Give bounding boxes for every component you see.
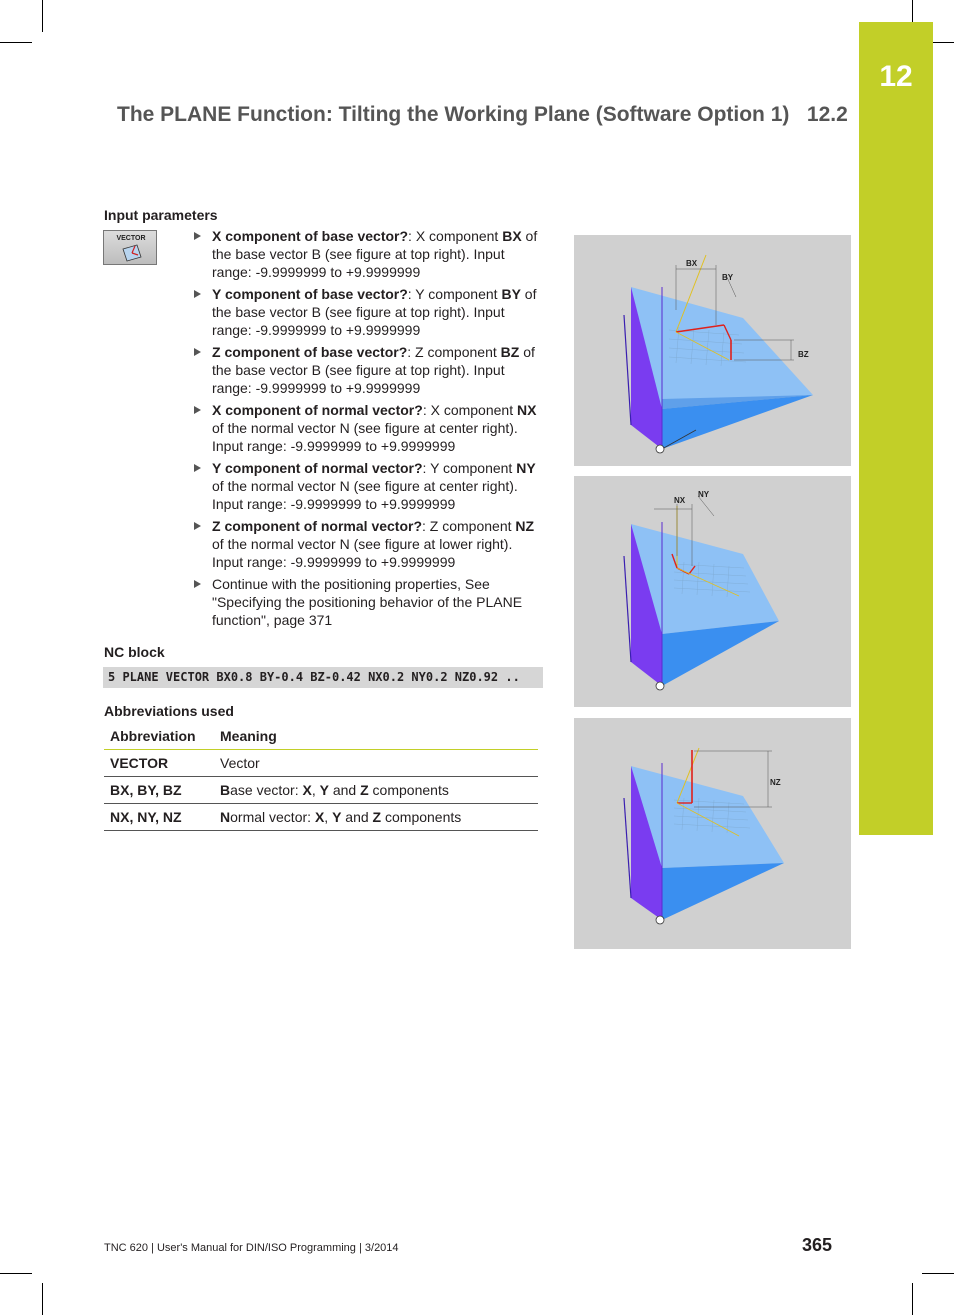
list-item — [194, 285, 546, 339]
parameter-text: : Y component — [407, 286, 502, 302]
table-row — [104, 777, 538, 804]
footer-text: TNC 620 | User's Manual for DIN/ISO Programming | 3/2014 — [104, 1242, 399, 1254]
parameter-text: of the base vector B (see figure at top right). Input range: -9.9999999 to +9.9999999 — [212, 286, 537, 338]
column-header: Meaning — [214, 725, 538, 750]
meaning-bold: Y — [332, 809, 342, 825]
meaning-cell — [214, 804, 538, 831]
figure-illustration — [574, 476, 851, 707]
parameter-text: : Z component — [407, 344, 501, 360]
parameter-prompt: X component of normal vector? — [212, 402, 423, 418]
meaning-cell: Vector — [214, 750, 538, 777]
figure-normal-vector-lower — [574, 718, 851, 949]
parameter-prompt: X component of base vector? — [212, 228, 409, 244]
triangle-bullet-icon — [194, 232, 201, 240]
parameter-text: of the base vector B (see figure at top right). Input range: -9.9999999 to +9.9999999 — [212, 228, 538, 280]
crop-mark — [912, 1283, 913, 1315]
meaning-bold: Z — [372, 809, 382, 825]
softkey-label: VECTOR — [116, 235, 146, 242]
list-item — [194, 227, 546, 281]
parameter-code: NY — [516, 460, 536, 476]
meaning-bold: N — [220, 809, 231, 825]
table-header-row — [104, 725, 538, 750]
column-header: Abbreviation — [104, 725, 214, 750]
parameter-prompt: Z component of normal vector? — [212, 518, 423, 534]
meaning-text: ase vector: — [230, 782, 303, 798]
meaning-text: and — [341, 809, 373, 825]
continue-text: Continue with the positioning properties, See "Specifying the positioning behavior of the PLANE function", page 371 — [212, 576, 523, 628]
meaning-bold: X — [302, 782, 312, 798]
table-row — [104, 804, 538, 831]
plane-vector-icon — [121, 243, 143, 263]
triangle-bullet-icon — [194, 406, 201, 414]
parameter-list — [194, 227, 546, 633]
figure-label: NX — [674, 496, 686, 505]
parameter-code: BZ — [500, 344, 520, 360]
abbreviations-table — [104, 725, 538, 831]
page-header — [117, 103, 848, 127]
parameter-text: of the normal vector N (see figure at center right). Input range: -9.9999999 to +9.9999999 — [212, 478, 518, 512]
triangle-bullet-icon — [194, 348, 201, 356]
parameter-code: NZ — [515, 518, 535, 534]
vector-softkey — [103, 230, 157, 265]
figure-illustration — [574, 718, 851, 949]
input-parameters-heading: Input parameters — [104, 207, 218, 223]
parameter-prompt: Y component of normal vector? — [212, 460, 423, 476]
triangle-bullet-icon — [194, 522, 201, 530]
meaning-text: ormal vector: — [230, 809, 315, 825]
crop-mark — [42, 0, 43, 32]
crop-mark — [0, 42, 32, 43]
crop-mark — [42, 1283, 43, 1315]
parameter-text: : Z component — [422, 518, 516, 534]
meaning-bold: B — [220, 782, 231, 798]
parameter-text: of the base vector B (see figure at top right). Input range: -9.9999999 to +9.9999999 — [212, 344, 535, 396]
meaning-text: , — [311, 782, 320, 798]
figure-label: BZ — [798, 350, 809, 359]
meaning-text: and — [328, 782, 361, 798]
meaning-text: components — [368, 782, 449, 798]
figure-illustration — [574, 235, 851, 466]
parameter-prompt: Z component of base vector? — [212, 344, 408, 360]
list-item — [194, 459, 546, 513]
list-item — [194, 343, 546, 397]
triangle-bullet-icon — [194, 464, 201, 472]
table-row — [104, 750, 538, 777]
list-item — [194, 517, 546, 571]
triangle-bullet-icon — [194, 580, 201, 588]
triangle-bullet-icon — [194, 290, 201, 298]
list-item — [194, 401, 546, 455]
parameter-code: BX — [502, 228, 522, 244]
meaning-text: components — [381, 809, 462, 825]
meaning-bold: Z — [360, 782, 369, 798]
header-title: The PLANE Function: Tilting the Working Plane (Software Option 1) — [117, 103, 790, 126]
nc-block-heading: NC block — [104, 644, 165, 660]
parameter-code: BY — [501, 286, 521, 302]
chapter-number: 12 — [879, 60, 913, 93]
abbreviation-cell: VECTOR — [104, 750, 214, 777]
meaning-bold: X — [314, 809, 325, 825]
figure-normal-vector-center — [574, 476, 851, 707]
figure-label: BX — [686, 259, 698, 268]
figure-label: NZ — [770, 778, 781, 787]
parameter-text: : X component — [408, 228, 503, 244]
crop-mark — [922, 1273, 954, 1274]
parameter-text: : X component — [422, 402, 517, 418]
parameter-prompt: Y component of base vector? — [212, 286, 408, 302]
chapter-tab — [859, 22, 933, 835]
crop-mark — [0, 1273, 32, 1274]
parameter-text: of the normal vector N (see figure at lower right). Input range: -9.9999999 to +9.9999999 — [212, 536, 513, 570]
meaning-cell — [214, 777, 538, 804]
nc-block-code: 5 PLANE VECTOR BX0.8 BY-0.4 BZ-0.42 NX0.2 NY0.2 NZ0.92 .. — [103, 667, 543, 688]
meaning-bold: Y — [319, 782, 329, 798]
abbreviations-heading: Abbreviations used — [104, 703, 234, 719]
figure-label: NY — [698, 490, 710, 499]
abbreviation-cell: BX, BY, BZ — [104, 777, 214, 804]
parameter-text: : Y component — [422, 460, 517, 476]
parameter-text: of the normal vector N (see figure at center right). Input range: -9.9999999 to +9.9999999 — [212, 420, 518, 454]
abbreviation-cell: NX, NY, NZ — [104, 804, 214, 831]
figure-base-vector — [574, 235, 851, 466]
list-item — [194, 575, 546, 629]
parameter-code: NX — [516, 402, 537, 418]
figure-label: BY — [722, 273, 734, 282]
page-number: 365 — [801, 1235, 832, 1255]
meaning-text: , — [324, 809, 333, 825]
header-section: 12.2 — [806, 103, 848, 126]
